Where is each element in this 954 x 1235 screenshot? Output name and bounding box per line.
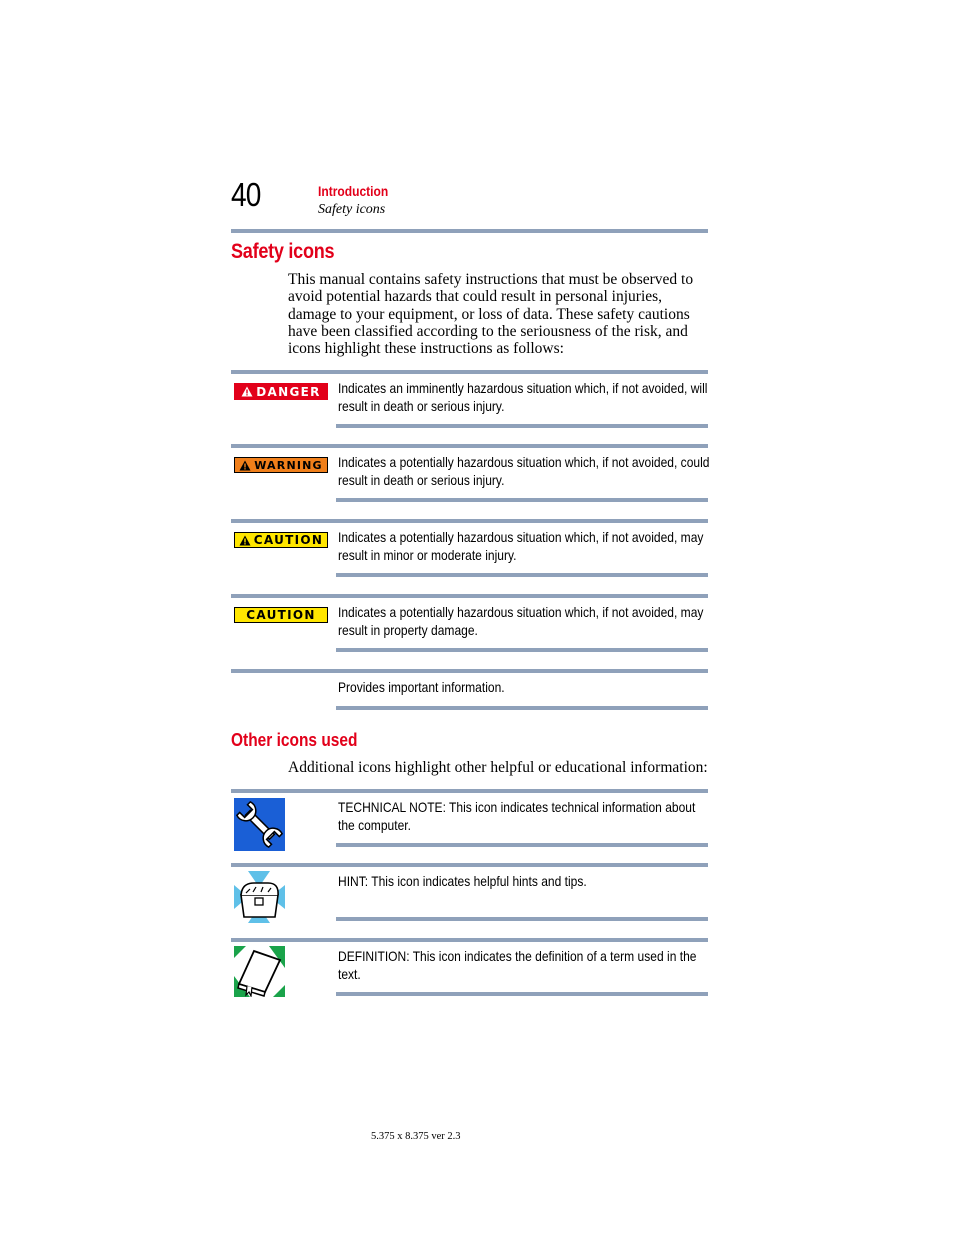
item-top-rule [231,938,708,942]
caution-property-badge-label: CAUTION [246,608,316,622]
item-bottom-rule [336,992,708,996]
item-bottom-rule [336,573,708,577]
running-header-section: Safety icons [318,202,386,217]
other-intro-paragraph: Additional icons highlight other helpful or educational information: [288,759,708,776]
technical-note-text: TECHNICAL NOTE: This icon indicates technical information about the computer. [338,799,696,833]
item-top-rule [231,863,708,867]
definition-note-text: DEFINITION: This icon indicates the definition of a term used in the text. [338,948,697,982]
caution-triangle-badge-icon [239,535,251,546]
item-bottom-rule [336,424,708,428]
item-bottom-rule [336,498,708,502]
caution-property-note-text: Indicates a potentially hazardous situation which, if not avoided, may result in property damage. [338,604,704,638]
safety-intro-paragraph: This manual contains safety instructions that must be observed to avoid potential hazards that could result in personal injuries, damage to your equipment, or loss of data. These safety cautions have been classified according to the seriousness of the risk, and icons highlight these instructions as follows: [288,271,694,358]
danger-badge-icon [241,386,253,397]
item-top-rule [231,669,708,673]
caution-injury-badge [234,532,328,548]
item-bottom-rule [336,706,708,710]
section-title: Safety icons [231,240,335,263]
caution-injury-badge-label: CAUTION [253,533,324,547]
warning-badge-icon [239,460,251,471]
danger-badge [234,383,328,400]
book-icon [234,946,285,998]
warning-badge-label: WARNING [254,458,323,472]
warning-badge [234,457,328,473]
subsection-title: Other icons used [231,730,358,750]
header-rule [231,229,708,233]
caution-injury-note-text: Indicates a potentially hazardous situation which, if not avoided, may result in minor or moderate injury. [338,529,704,563]
warning-note-text: Indicates a potentially hazardous situation which, if not avoided, could result in death or serious injury. [338,454,710,488]
danger-note-text: Indicates an imminently hazardous situation which, if not avoided, will result in death or serious injury. [338,380,708,414]
item-bottom-rule [336,917,708,921]
item-bottom-rule [336,648,708,652]
item-top-rule [231,789,708,793]
caution-property-badge [234,607,328,623]
running-header-chapter: Introduction [318,183,389,199]
danger-badge-label: DANGER [256,384,321,399]
item-top-rule [231,370,708,374]
hint-note-text: HINT: This icon indicates helpful hints and tips. [338,873,587,889]
item-top-rule [231,594,708,598]
important-note-text: Provides important information. [338,679,505,695]
item-top-rule [231,444,708,448]
item-top-rule [231,519,708,523]
item-bottom-rule [336,843,708,847]
page-footer: 5.375 x 8.375 ver 2.3 [371,1131,461,1142]
treasure-chest-icon [234,871,285,923]
wrench-icon [234,798,285,850]
page-number: 40 [231,176,261,213]
